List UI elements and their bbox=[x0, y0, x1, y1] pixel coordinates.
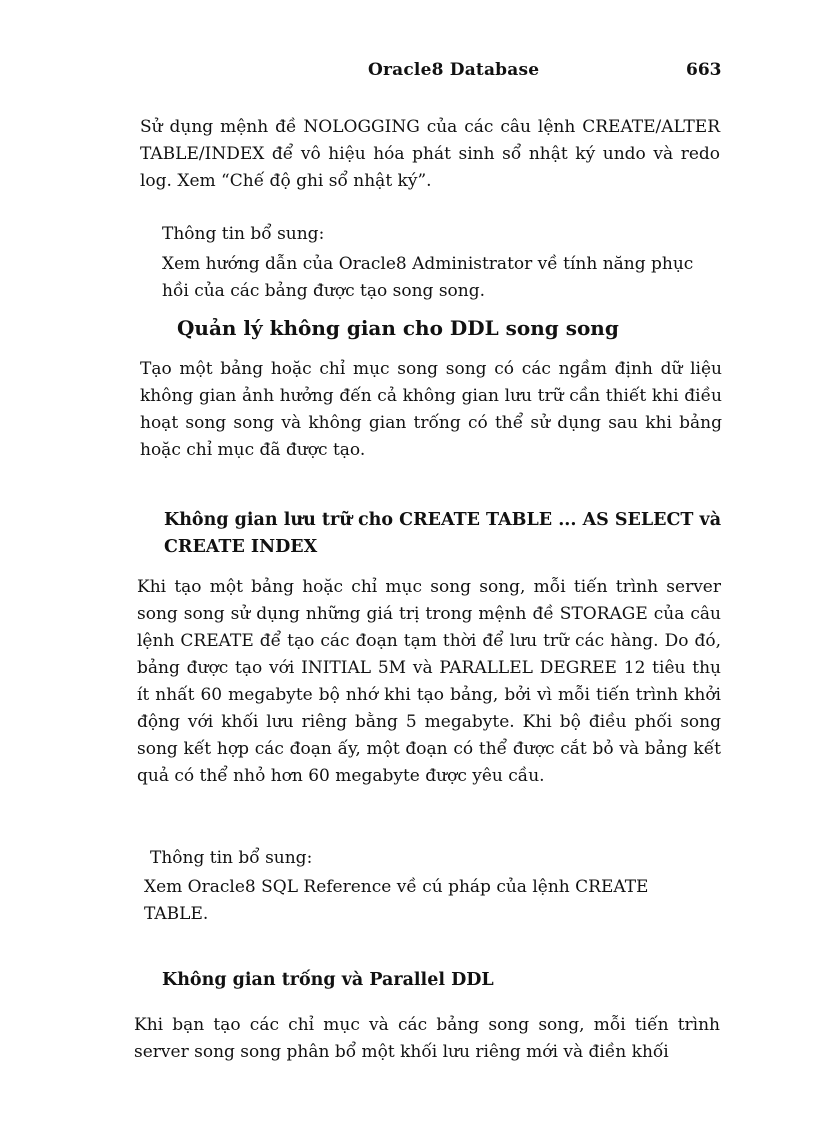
subsection-heading-free-space: Không gian trống và Parallel DDL bbox=[162, 970, 494, 990]
note-label-1: Thông tin bổ sung: bbox=[162, 224, 325, 244]
subsection-heading-storage: Không gian lưu trữ cho CREATE TABLE ... AS SELECT và CREATE INDEX bbox=[164, 510, 722, 557]
paragraph-nologging: Sử dụng mệnh đề NOLOGGING của các câu lệnh CREATE/ALTER TABLE/INDEX để vô hiệu hóa phát sinh sổ nhật ký undo và redo log. Xem “Chế độ ghi sổ nhật ký”. bbox=[140, 117, 720, 191]
note-text-1: Xem hướng dẫn của Oracle8 Administrator về tính năng phục hồi của các bảng được tạo song song. bbox=[162, 254, 694, 301]
running-header-title: Oracle8 Database bbox=[368, 60, 540, 80]
section-heading-ddl-space: Quản lý không gian cho DDL song song bbox=[177, 316, 619, 340]
paragraph-space-intro: Tạo một bảng hoặc chỉ mục song song có các ngầm định dữ liệu không gian ảnh hưởng đến cả không gian lưu trữ cần thiết khi điều hoạt song song và không gian trống có thể sử dụng sau khi bảng hoặc chỉ mục đã được tạo. bbox=[140, 359, 722, 460]
page-number: 663 bbox=[686, 60, 722, 80]
note-text-2: Xem Oracle8 SQL Reference về cú pháp của lệnh CREATE TABLE. bbox=[144, 877, 649, 924]
note-label-2: Thông tin bổ sung: bbox=[150, 848, 313, 868]
paragraph-storage: Khi tạo một bảng hoặc chỉ mục song song, mỗi tiến trình server song song sử dụng những giá trị trong mệnh đề STORAGE của câu lệnh CREATE để tạo các đoạn tạm thời để lưu trữ các hàng. Do đó, bảng được tạo với INITIAL 5M và PARALLEL DEGREE 12 tiêu thụ ít nhất 60 megabyte bộ nhớ khi tạo bảng, bởi vì mỗi tiến trình khởi động với khối lưu riêng bằng 5 megabyte. Khi bộ điều phối song song kết hợp các đoạn ấy, một đoạn có thể được cắt bỏ và bảng kết quả có thể nhỏ hơn 60 megabyte được yêu cầu. bbox=[137, 577, 721, 786]
paragraph-free-space: Khi bạn tạo các chỉ mục và các bảng song song, mỗi tiến trình server song song phân bổ một khối lưu riêng mới và điền khối bbox=[134, 1015, 720, 1062]
